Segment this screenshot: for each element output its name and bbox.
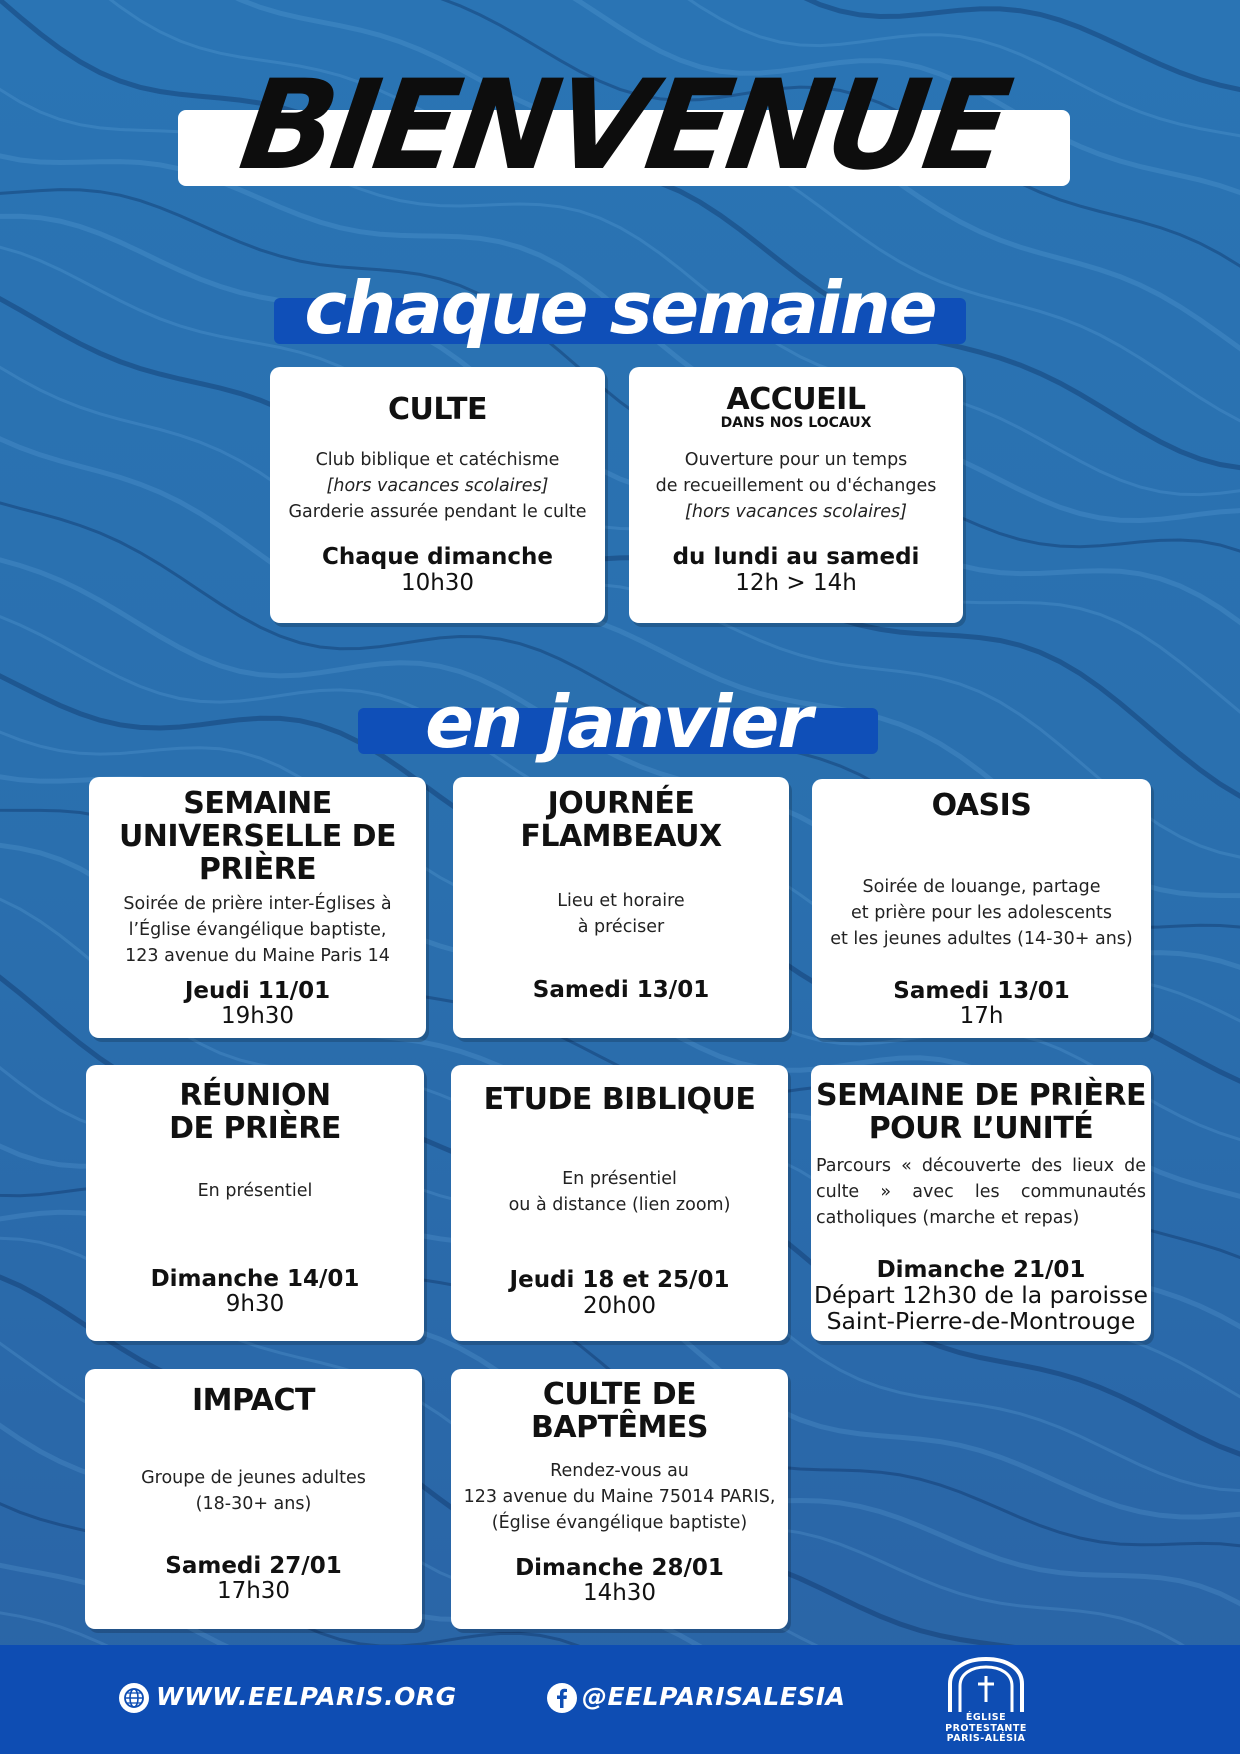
event-card-reunion-priere xyxy=(86,1065,424,1341)
event-card-oasis xyxy=(812,779,1151,1038)
desc-line: Groupe de jeunes adultes xyxy=(141,1468,366,1488)
section-title-january: en janvier xyxy=(425,680,811,764)
website-link[interactable]: WWW.EELPARIS.ORG xyxy=(156,1682,457,1711)
card-time: 20h00 xyxy=(582,1293,657,1319)
title-line: OASIS xyxy=(931,788,1032,823)
card-description xyxy=(637,447,955,525)
desc-line: Lieu et horaire xyxy=(557,891,685,911)
globe-icon xyxy=(119,1683,149,1713)
time-line: Saint-Pierre-de-Montrouge xyxy=(826,1307,1136,1335)
desc-line: [hors vacances scolaires] xyxy=(326,476,549,496)
title-line: SEMAINE DE PRIÈRE xyxy=(815,1078,1147,1113)
card-description xyxy=(459,1458,780,1536)
desc-line: et les jeunes adultes (14-30+ ans) xyxy=(830,929,1133,949)
desc-line: ou à distance (lien zoom) xyxy=(508,1195,731,1215)
title-line: BAPTÊMES xyxy=(531,1410,708,1445)
desc-line: l’Église évangélique baptiste, xyxy=(128,920,387,940)
title-line: DE PRIÈRE xyxy=(169,1111,341,1146)
card-day: Dimanche 28/01 xyxy=(515,1555,724,1581)
card-title xyxy=(453,787,789,853)
event-card-journee-flambeaux xyxy=(453,777,789,1038)
desc-line: Soirée de louange, partage xyxy=(862,877,1101,897)
title-line: POUR L’UNITÉ xyxy=(868,1111,1094,1146)
card-time: 10h30 xyxy=(400,570,475,596)
social-link[interactable]: @EELPARISALESIA xyxy=(582,1682,846,1711)
card-time: 12h > 14h xyxy=(735,570,857,596)
desc-line: et prière pour les adolescents xyxy=(851,903,1112,923)
card-description xyxy=(278,447,597,525)
card-title xyxy=(85,1384,422,1417)
card-day: Jeudi 18 et 25/01 xyxy=(509,1267,730,1293)
card-description xyxy=(459,1166,780,1218)
event-card-etude-biblique xyxy=(451,1065,788,1341)
desc-line: [hors vacances scolaires] xyxy=(685,502,907,522)
title-line: UNIVERSELLE DE xyxy=(118,819,397,854)
desc-line: 123 avenue du Maine Paris 14 xyxy=(125,946,390,966)
facebook-icon xyxy=(547,1683,577,1713)
card-title xyxy=(86,1079,424,1145)
event-card-impact xyxy=(85,1369,422,1629)
card-day: Samedi 13/01 xyxy=(532,977,710,1003)
title-line: FLAMBEAUX xyxy=(520,819,722,854)
card-day: Dimanche 14/01 xyxy=(150,1266,360,1292)
title-line: JOURNÉE xyxy=(547,786,695,821)
card-time xyxy=(811,1282,1151,1334)
desc-line: (Église évangélique baptiste) xyxy=(491,1513,748,1533)
logo-line: PROTESTANTE xyxy=(945,1722,1027,1734)
event-card-semaine-universelle xyxy=(89,777,426,1038)
card-description xyxy=(93,1465,414,1517)
card-time: 14h30 xyxy=(582,1580,657,1606)
section-title-weekly: chaque semaine xyxy=(304,266,936,350)
event-card-semaine-unite xyxy=(811,1065,1151,1341)
event-card-culte-baptemes xyxy=(451,1369,788,1629)
card-day: Chaque dimanche xyxy=(321,544,554,570)
time-line: Départ 12h30 de la paroisse xyxy=(814,1281,1148,1309)
title-line: IMPACT xyxy=(192,1383,315,1418)
card-description xyxy=(461,888,781,940)
card-title xyxy=(811,1079,1151,1145)
card-subtitle: DANS NOS LOCAUX xyxy=(720,415,872,431)
card-description xyxy=(97,891,418,969)
card-description xyxy=(820,874,1143,952)
card-time: 17h30 xyxy=(216,1578,291,1604)
card-title xyxy=(451,1378,788,1444)
desc-line: Garderie assurée pendant le culte xyxy=(288,502,587,522)
desc-line: de recueillement ou d'échanges xyxy=(655,476,937,496)
title-line: ETUDE BIBLIQUE xyxy=(483,1082,756,1117)
card-title xyxy=(89,787,426,886)
title-line: SEMAINE xyxy=(183,786,332,821)
logo-line: ÉGLISE xyxy=(965,1712,1007,1723)
card-title: ACCUEIL xyxy=(726,382,866,417)
title-line: RÉUNION xyxy=(179,1078,331,1113)
desc-line: En présentiel xyxy=(562,1169,677,1189)
card-title xyxy=(812,789,1151,822)
desc-line: (18-30+ ans) xyxy=(195,1494,312,1514)
card-description: Parcours « découverte des lieux de culte » avec les communautés catholiques (marche et repas) xyxy=(816,1156,1146,1228)
desc-line: à préciser xyxy=(577,917,665,937)
card-title: CULTE xyxy=(388,392,487,427)
desc-line: Club biblique et catéchisme xyxy=(315,450,560,470)
card-description xyxy=(94,1178,416,1204)
church-logo-text xyxy=(926,1713,1046,1745)
weekly-card-accueil xyxy=(629,367,963,623)
card-title xyxy=(451,1083,788,1116)
logo-line: PARIS-ALÉSIA xyxy=(946,1733,1026,1744)
title-line: PRIÈRE xyxy=(198,852,317,887)
page-title: BIENVENUE xyxy=(232,54,1016,198)
card-day: Dimanche 21/01 xyxy=(876,1257,1086,1283)
desc-line: En présentiel xyxy=(197,1181,313,1201)
desc-line: 123 avenue du Maine 75014 PARIS, xyxy=(463,1487,776,1507)
weekly-card-culte xyxy=(270,367,605,623)
card-time: 19h30 xyxy=(220,1003,295,1029)
desc-line: Soirée de prière inter-Églises à xyxy=(123,894,392,914)
desc-line: Rendez-vous au xyxy=(550,1461,689,1481)
card-day: Samedi 27/01 xyxy=(165,1553,342,1579)
card-day: du lundi au samedi xyxy=(672,544,920,570)
desc-line: Ouverture pour un temps xyxy=(684,450,908,470)
card-time: 9h30 xyxy=(225,1291,285,1317)
card-day: Samedi 13/01 xyxy=(893,978,1070,1004)
card-day: Jeudi 11/01 xyxy=(184,978,331,1004)
title-line: CULTE DE xyxy=(542,1377,697,1412)
church-logo-icon xyxy=(940,1654,1032,1716)
card-time: 17h xyxy=(959,1003,1004,1029)
